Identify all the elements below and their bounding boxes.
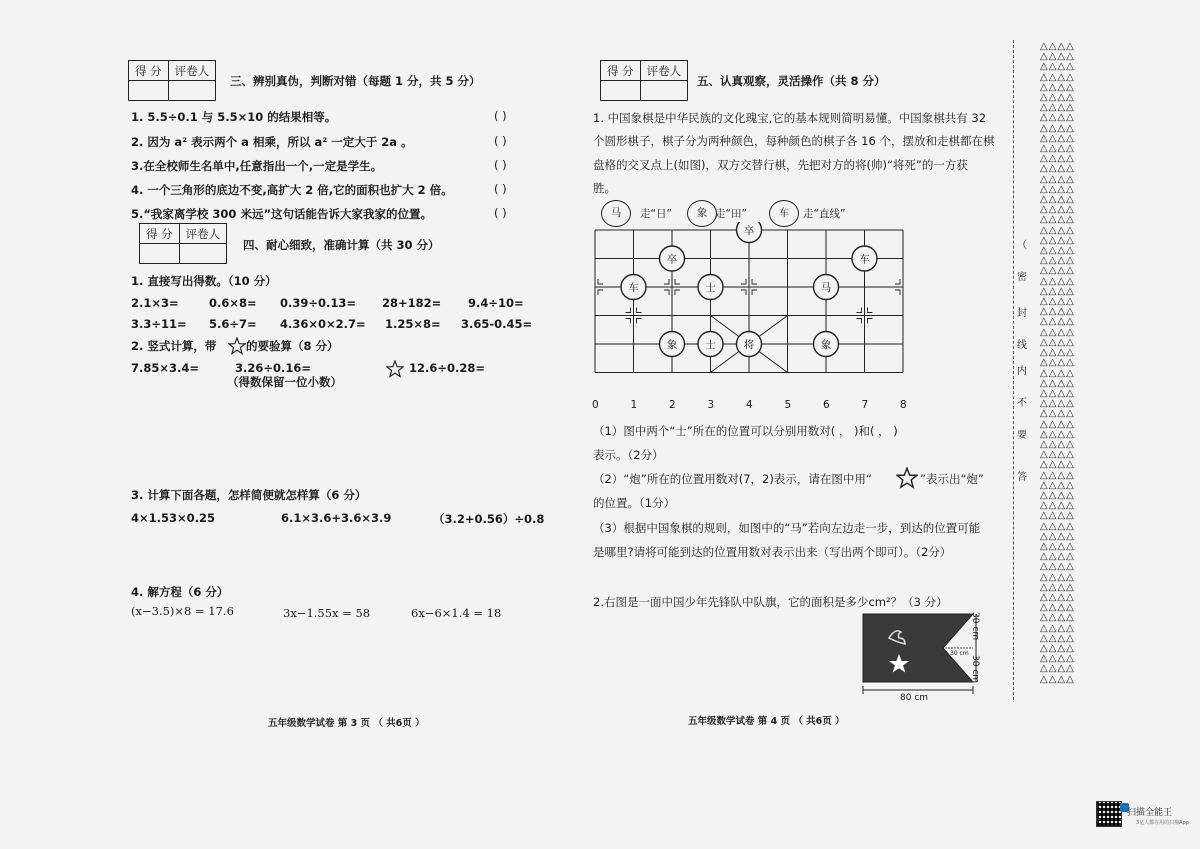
svg-text:象: 象	[666, 339, 678, 351]
score-box-section5	[600, 60, 688, 101]
judge-item-3: 3.在全校师生名单中,任意指出一个,一定是学生。	[131, 159, 383, 173]
chess-piece	[814, 332, 839, 357]
seal-char: 要	[1017, 430, 1027, 441]
axis-label: 7	[861, 399, 869, 411]
grader-cell[interactable]	[179, 244, 227, 264]
score-header: 得 分	[129, 61, 169, 81]
axis-label: 4	[746, 399, 753, 411]
vertical-calc-1: 7.85×3.4=	[131, 361, 200, 375]
triangle-border: △△△△ △△△△ △△△△ △△△△ △△△△ △△△△ △△△△ △△△△ △△△△ △△△△ △△△△ △△△△ △△△△ △△△△ △△△△ △△△△ △△△△ △△△△ △△△△ △△△△ △△△△ △△△△ △△△△ △△△△ △△△△ △△△△ △△△△ △△△△ △△△△ △△△△ △△△△ △△△△ △△△△ △△△△ △△△△ △△△△ △△△△ △△△△ △△△△ △△△△ △△△△ △△△△ △△△△ △△△△ △△△△ △△△△ △△△△ △△△△ △△△△ △△△△ △△△△ △△△△ △△△△ △△△△ △△△△ △△△△ △△△△ △△△△ △△△△ △△△△ △△△△ △△△△ △△△△	[1040, 41, 1075, 685]
oral-item: 4.36×0×2.7=	[280, 317, 366, 331]
oral-item: 1.25×8=	[385, 317, 441, 331]
legend-piece-che: 车	[769, 200, 799, 227]
score-cell[interactable]	[129, 81, 169, 101]
legend-piece-xiang: 象	[687, 200, 717, 227]
section4-title: 四、耐心细致，准确计算（共 30 分）	[243, 238, 440, 252]
chess-piece	[621, 275, 646, 300]
star-icon	[386, 360, 404, 378]
chess-piece	[698, 275, 723, 300]
equation-1: (x−3.5)×8 = 17.6	[131, 604, 234, 618]
q2-title: 2.右图是一面中国少年先锋队中队旗，它的面积是多少cm²？（3 分）	[593, 595, 948, 609]
legend-che-rule: 走“直线”	[803, 208, 846, 220]
sub2-line-a: （2）“炮”所在的位置用数对(7，2)表示，请在图中用“	[593, 472, 872, 486]
judge-answer-4[interactable]: ( )	[494, 182, 507, 196]
judge-item-2: 2. 因为 a² 表示两个 a 相乘，所以 a² 一定大于 2a 。	[131, 135, 413, 149]
right-footer: 五年级数学试卷 第 4 页 （ 共6页 ）	[688, 716, 845, 727]
oral-item: 28+182=	[382, 296, 442, 310]
grader-cell[interactable]	[168, 81, 216, 101]
section5-title: 五、认真观察，灵活操作（共 8 分）	[697, 74, 886, 88]
svg-text:士: 士	[705, 282, 716, 294]
chess-piece	[852, 246, 877, 271]
chess-piece	[660, 246, 685, 271]
star-icon	[228, 337, 246, 355]
q1-line-1: 1. 中国象棋是中华民族的文化瑰宝,它的基本规则简明易懂。中国象棋共有 32	[593, 111, 987, 125]
oral-item: 9.4÷10=	[468, 296, 524, 310]
seal-char: 不	[1017, 398, 1027, 409]
svg-text:象: 象	[820, 339, 832, 351]
chess-piece	[698, 332, 723, 357]
sub2-line-b: ”表示出“炮”	[920, 472, 984, 486]
legend-ma-rule: 走“日”	[640, 208, 672, 220]
score-header: 得 分	[140, 224, 180, 244]
watermark-brand: 扫描全能王	[1127, 808, 1173, 818]
grader-header: 评卷人	[168, 61, 216, 81]
flag-dim-bottom: 80 cm	[900, 693, 929, 703]
legend-piece-ma: 马	[601, 200, 631, 227]
grader-cell[interactable]	[640, 81, 688, 101]
sub3-line-a: （3）根据中国象棋的规则，如图中的“马”若向左边走一步，到达的位置可能	[593, 521, 981, 535]
seal-char: （	[1017, 240, 1027, 251]
svg-text:马: 马	[820, 282, 832, 294]
watermark-sub: 3亿人都在用的扫描App	[1136, 820, 1189, 826]
equation-2: 3x−1.55x = 58	[283, 606, 371, 620]
axis-label: 0	[592, 399, 599, 411]
oral-item: 3.65-0.45=	[461, 317, 533, 331]
qr-code-icon	[1096, 801, 1122, 827]
sub1-line-b: 表示。（2分）	[593, 448, 664, 462]
oral-item: 5.6÷7=	[209, 317, 257, 331]
q2-title-b: 的要验算（8 分）	[246, 339, 339, 353]
axis-label: 1	[630, 399, 638, 411]
flag-dim-notch: 30 cm	[950, 650, 969, 657]
judge-answer-1[interactable]: ( )	[494, 109, 507, 123]
flag-shape	[863, 614, 973, 682]
flag-dim-top-right: 30 cm	[970, 612, 980, 641]
judge-answer-5[interactable]: ( )	[494, 206, 507, 220]
judge-answer-3[interactable]: ( )	[494, 158, 507, 172]
legend-xiang-rule: 走“田”	[715, 208, 747, 220]
oral-item: 3.3÷11=	[131, 317, 187, 331]
chess-piece	[737, 222, 762, 243]
vertical-calc-3: 12.6÷0.28=	[409, 361, 486, 375]
sub2-line-c: 的位置。（1分）	[593, 496, 676, 510]
oral-item: 2.1×3=	[131, 296, 179, 310]
grader-header: 评卷人	[179, 224, 227, 244]
q1-line-2: 个圆形棋子，棋子分为两种颜色，每种颜色的棋子各 16 个，摆放和走棋都在棋	[593, 134, 995, 148]
q1-line-3: 盘格的交叉点上(如图)，双方交替行棋，先把对方的将(帅)“将死”的一方获	[593, 158, 968, 172]
judge-item-5: 5.“我家离学校 300 米远”这句话能告诉大家我家的位置。	[131, 207, 432, 221]
oral-item: 0.39÷0.13=	[280, 296, 357, 310]
seal-char: 线	[1017, 340, 1027, 351]
svg-text:士: 士	[705, 339, 716, 351]
grader-header: 评卷人	[640, 61, 688, 81]
seal-char: 答	[1017, 472, 1027, 483]
flag-dim-bottom-right: 30 cm	[970, 655, 980, 684]
star-icon	[896, 467, 918, 489]
seal-char: 密	[1017, 272, 1027, 283]
simple-calc-1: 4×1.53×0.25	[131, 511, 216, 525]
vertical-calc-2-note: （得数保留一位小数）	[227, 375, 342, 389]
judge-answer-2[interactable]: ( )	[494, 134, 507, 148]
seal-char: 封	[1017, 308, 1027, 319]
svg-text:卒: 卒	[743, 225, 755, 237]
chess-piece	[737, 332, 762, 357]
judge-item-4: 4. 一个三角形的底边不变,高扩大 2 倍,它的面积也扩大 2 倍。	[131, 183, 453, 197]
axis-label: 6	[823, 399, 830, 411]
score-box-section3	[128, 60, 216, 101]
svg-text:将: 将	[743, 339, 755, 351]
simple-calc-3: （3.2+0.56）÷0.8	[433, 512, 545, 526]
oral-item: 0.6×8=	[209, 296, 257, 310]
simple-calc-2: 6.1×3.6+3.6×3.9	[281, 511, 392, 525]
score-header: 得 分	[601, 61, 641, 81]
judge-item-1: 1. 5.5÷0.1 与 5.5×10 的结果相等。	[131, 110, 337, 124]
chess-piece	[814, 275, 839, 300]
axis-label: 5	[784, 399, 792, 411]
section3-title: 三、辨别真伪，判断对错（每题 1 分，共 5 分）	[230, 74, 481, 88]
score-cell[interactable]	[140, 244, 180, 264]
score-cell[interactable]	[601, 81, 641, 101]
axis-label: 2	[669, 399, 676, 411]
chess-board	[585, 222, 915, 397]
q3-title: 3. 计算下面各题，怎样简便就怎样算（6 分）	[131, 488, 367, 502]
sub3-line-b: 是哪里?请将可能到达的位置用数对表示出来（写出两个即可）。（2分）	[593, 545, 952, 559]
equation-3: 6x−6×1.4 = 18	[411, 606, 502, 620]
svg-text:车: 车	[628, 282, 639, 294]
seal-line	[1013, 40, 1014, 700]
score-box-section4	[139, 223, 227, 264]
vertical-calc-2: 3.26÷0.16=	[235, 361, 312, 375]
seal-char: 内	[1017, 366, 1027, 377]
q4-title: 4. 解方程（6 分）	[131, 585, 229, 599]
q2-title-a: 2. 竖式计算，带	[131, 339, 217, 353]
q1-title: 1. 直接写出得数。（10 分）	[131, 274, 277, 288]
axis-label: 8	[900, 399, 907, 411]
left-footer: 五年级数学试卷 第 3 页 （ 共6页 ）	[268, 718, 425, 729]
axis-label: 3	[707, 399, 715, 411]
q1-line-4: 胜。	[593, 181, 616, 195]
sub1-line-a: （1）图中两个“士”所在的位置可以分别用数对( ， )和( ， )	[593, 424, 898, 438]
svg-text:卒: 卒	[666, 253, 678, 266]
chess-piece	[660, 332, 685, 357]
svg-text:车: 车	[859, 253, 870, 266]
